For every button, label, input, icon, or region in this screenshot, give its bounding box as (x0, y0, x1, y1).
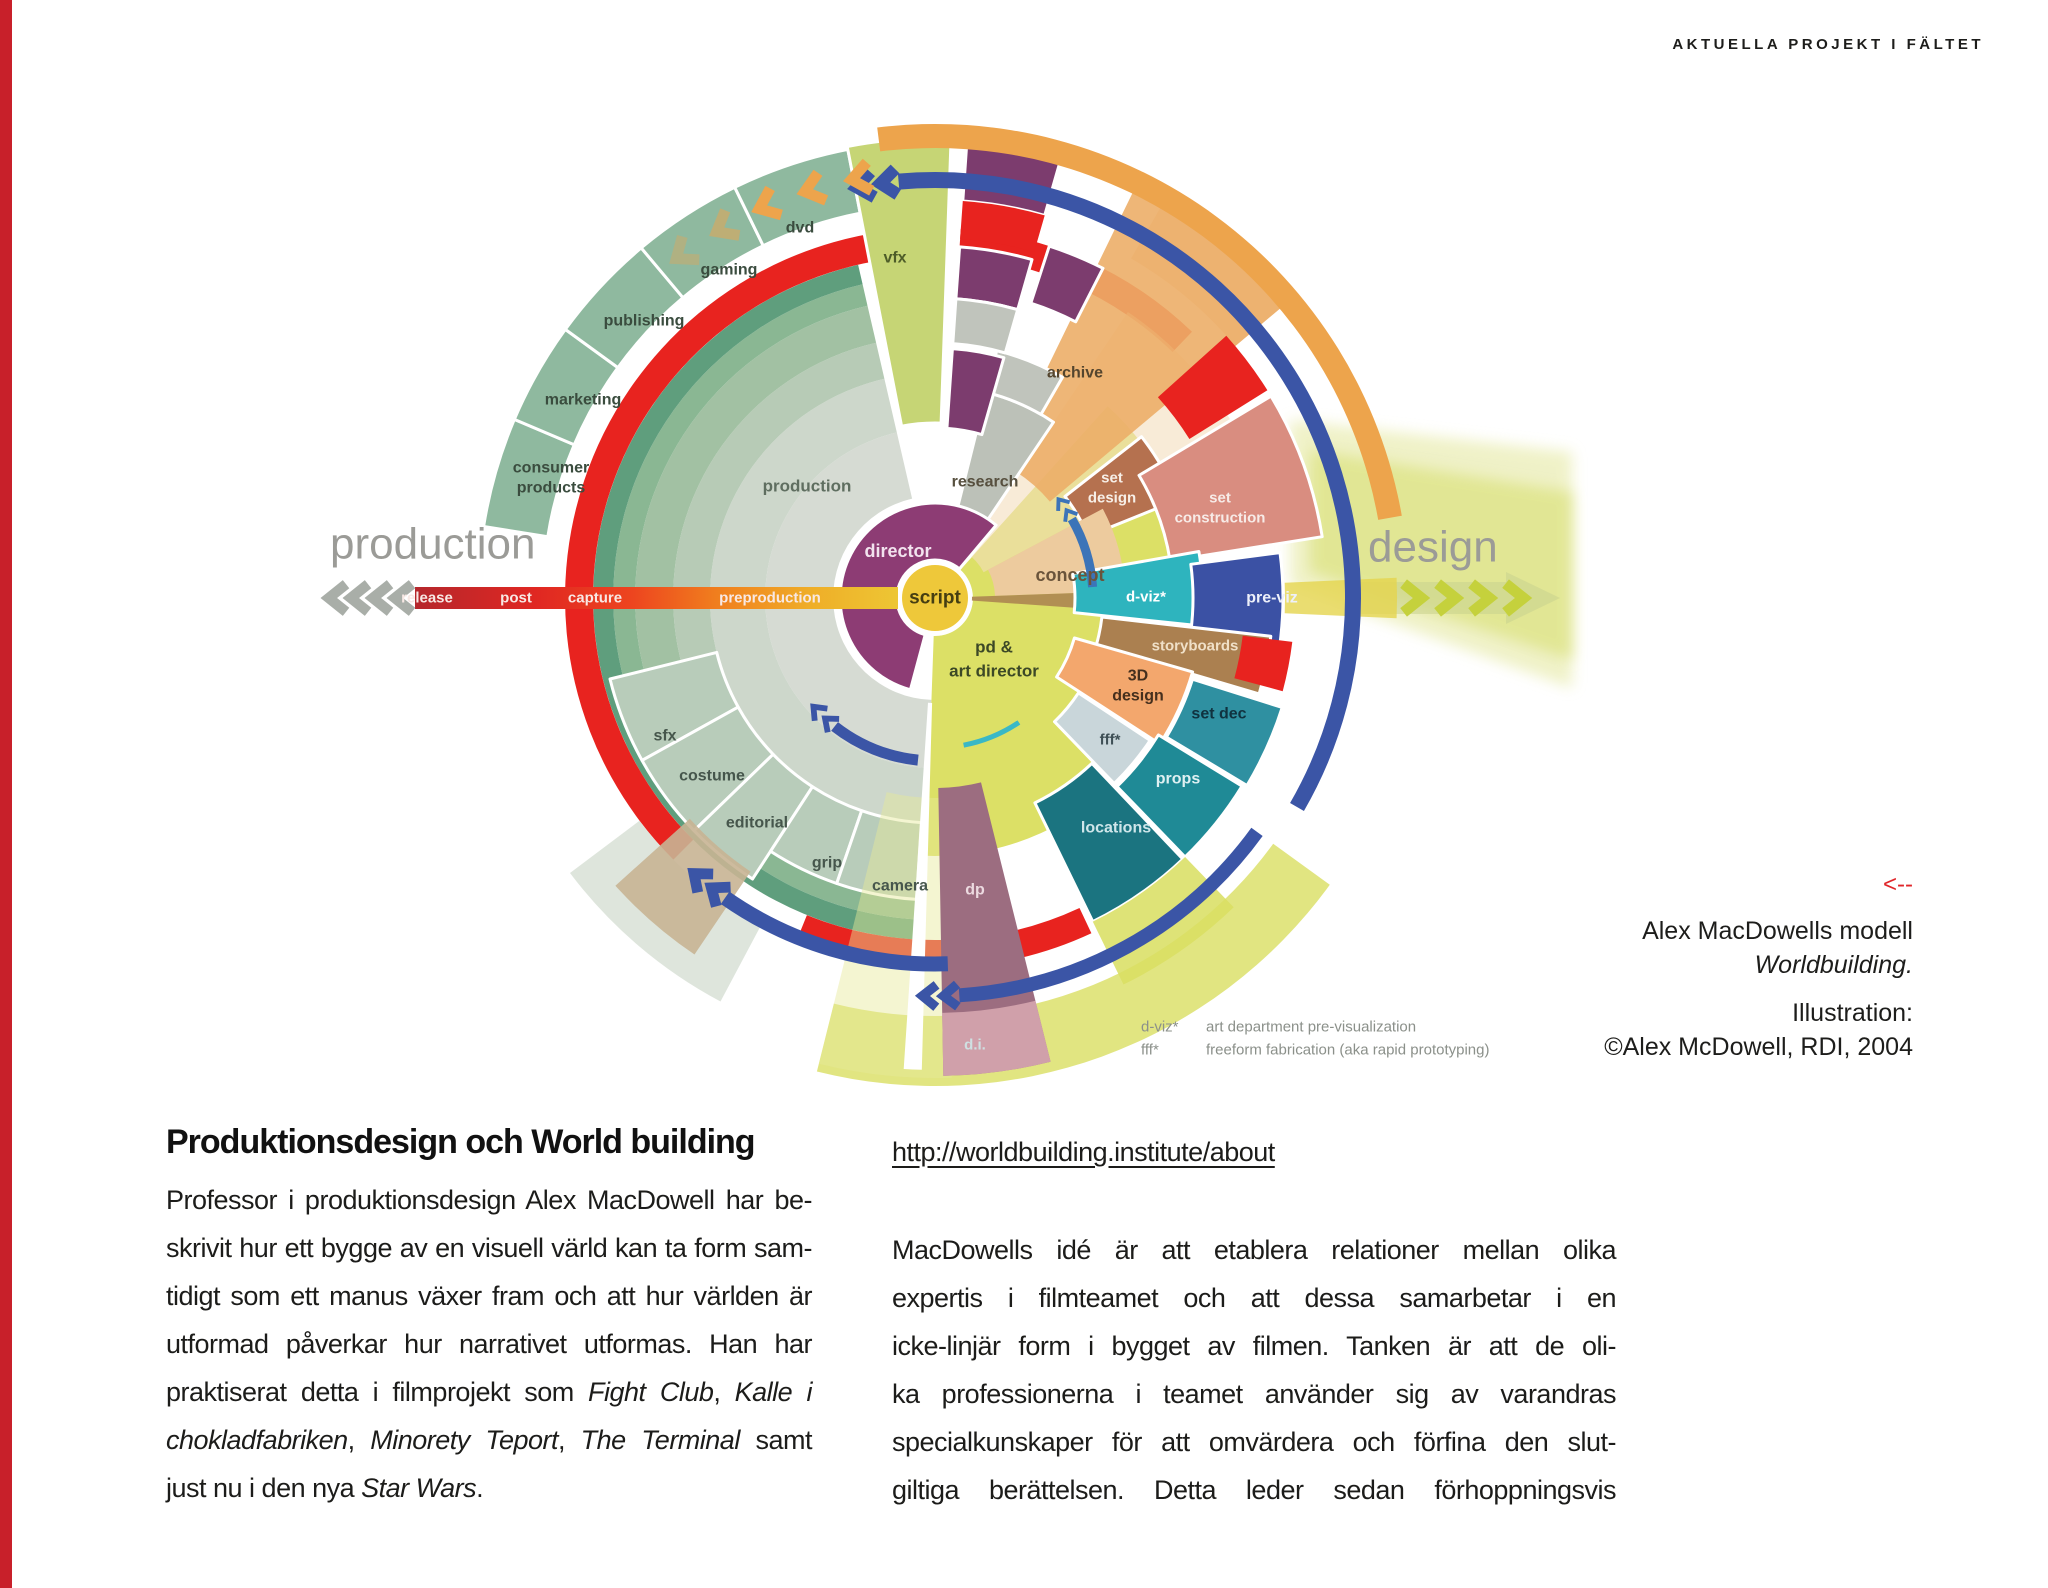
worldbuilding-diagram (320, 120, 1590, 1090)
diagram-label-design: design (1087, 489, 1137, 507)
diagram-label-archive: archive (1046, 364, 1104, 382)
diagram-label-design: design (1368, 522, 1498, 572)
diagram-label-design: design (1112, 687, 1164, 705)
diagram-label-production: production (762, 476, 852, 496)
text-line: praktiserat detta i filmprojekt som Fight Club, Kalle i (166, 1377, 812, 1407)
diagram-label-props: props (1155, 770, 1201, 788)
diagram-label-products: products (516, 479, 586, 497)
diagram-label-3d: 3D (1127, 667, 1149, 685)
caption-credit-label: Illustration: (1792, 999, 1913, 1027)
diagram-label-editorial: editorial (725, 814, 789, 832)
article-heading: Produktionsdesign och World building (166, 1123, 755, 1161)
diagram-label-dp: dp (965, 881, 985, 899)
diagram-label-post: post (500, 589, 532, 607)
diagram-label-capture: capture (567, 589, 623, 607)
text-line: icke-linjär form i bygget av filmen. Tanken är att de oli- (892, 1331, 1616, 1361)
diagram-label-production: production (330, 519, 536, 569)
page-edge-bar (0, 0, 12, 1588)
diagram-label-research: research (951, 473, 1019, 491)
spacer (892, 1168, 1616, 1226)
text-line: chokladfabriken, Minorety Teport, The Terminal samt (166, 1425, 812, 1455)
diagram-label-pre-viz: pre-viz (1246, 589, 1298, 607)
diagram-label-set-dec: set dec (1191, 705, 1247, 723)
article-left-text (166, 1176, 812, 1512)
diagram-label-construction: construction (1174, 509, 1266, 527)
text-line: just nu i den nya Star Wars. (166, 1473, 484, 1503)
diagram-label-d-viz-: d-viz* (1141, 1018, 1179, 1036)
diagram-label-preproduction: preproduction (719, 589, 821, 607)
diagram-label-dvd: dvd (785, 219, 815, 237)
text-line: utformad påverkar hur narrativet utformas. Han har (166, 1329, 812, 1359)
diagram-label-art-director: art director (949, 661, 1039, 681)
diagram-label-camera: camera (871, 877, 929, 895)
diagram-label-art-department-pre-visualization: art department pre-visualization (1206, 1018, 1417, 1036)
diagram-label-consumer: consumer (512, 459, 590, 477)
diagram-label-set: set (1209, 489, 1231, 507)
caption-line: Alex MacDowells modell (1642, 917, 1913, 945)
text-line: ka professionerna i teamet använder sig av varandras (892, 1379, 1616, 1409)
diagram-label-marketing: marketing (544, 391, 622, 409)
diagram-label-d-viz-: d-viz* (1125, 588, 1167, 606)
diagram-label-sfx: sfx (653, 727, 677, 745)
diagram-sector-gray-b (953, 299, 1018, 353)
text-line: skrivit hur ett bygge av en visuell värld kan ta form sam- (166, 1233, 812, 1263)
diagram-label-costume: costume (679, 767, 745, 785)
diagram-label-gaming: gaming (700, 261, 758, 279)
diagram-label-fff-: fff* (1141, 1041, 1159, 1059)
text-line: expertis i filmteamet och att dessa samarbetar i en (892, 1283, 1616, 1313)
diagram-label-locations: locations (1080, 819, 1152, 837)
diagram-label-d-i-: d.i. (964, 1036, 986, 1054)
article-right-text (892, 1226, 1616, 1514)
diagram-label-grip: grip (811, 854, 843, 872)
diagram-label-fff-: fff* (1099, 731, 1121, 749)
caption-credit: ©Alex McDowell, RDI, 2004 (1604, 1033, 1913, 1061)
diagram-sector-yellow-bar (1285, 578, 1397, 618)
text-line: specialkunskaper för att omvärdera och förfina den slut- (892, 1427, 1616, 1457)
worldbuilding-link[interactable]: http://worldbuilding.institute/about (892, 1137, 1275, 1167)
text-line: Professor i produktionsdesign Alex MacDowell har be- (166, 1185, 812, 1215)
diagram-label-set: set (1101, 469, 1123, 487)
diagram-label-concept: concept (1035, 565, 1105, 585)
diagram-label-script: script (909, 587, 961, 609)
caption-title: Worldbuilding. (1754, 951, 1913, 979)
diagram-label-storyboards: storyboards (1151, 637, 1239, 655)
text-line: MacDowells idé är att etablera relationer mellan olika (892, 1235, 1616, 1265)
text-line: giltiga berättelsen. Detta leder sedan förhoppningsvis (892, 1475, 1616, 1505)
diagram-label-publishing: publishing (603, 312, 685, 330)
diagram-label-director: director (864, 541, 932, 561)
diagram-label-vfx: vfx (883, 249, 907, 267)
diagram-label-pd-: pd & (975, 637, 1013, 657)
timeline-bar (415, 587, 898, 609)
text-line: tidigt som ett manus växer fram och att hur världen är (166, 1281, 812, 1311)
section-kicker: AKTUELLA PROJEKT I FÄLTET (1672, 36, 1984, 53)
diagram-label-freeform-fabrication-aka-rapid-prototyping-: freeform fabrication (aka rapid prototyping) (1206, 1041, 1490, 1059)
diagram-label-release: release (401, 589, 453, 607)
caption-arrow: <-- (1883, 871, 1913, 898)
article-left-column (166, 1122, 812, 1512)
figure-caption (1604, 868, 1913, 1064)
article-right-column (892, 1136, 1616, 1514)
